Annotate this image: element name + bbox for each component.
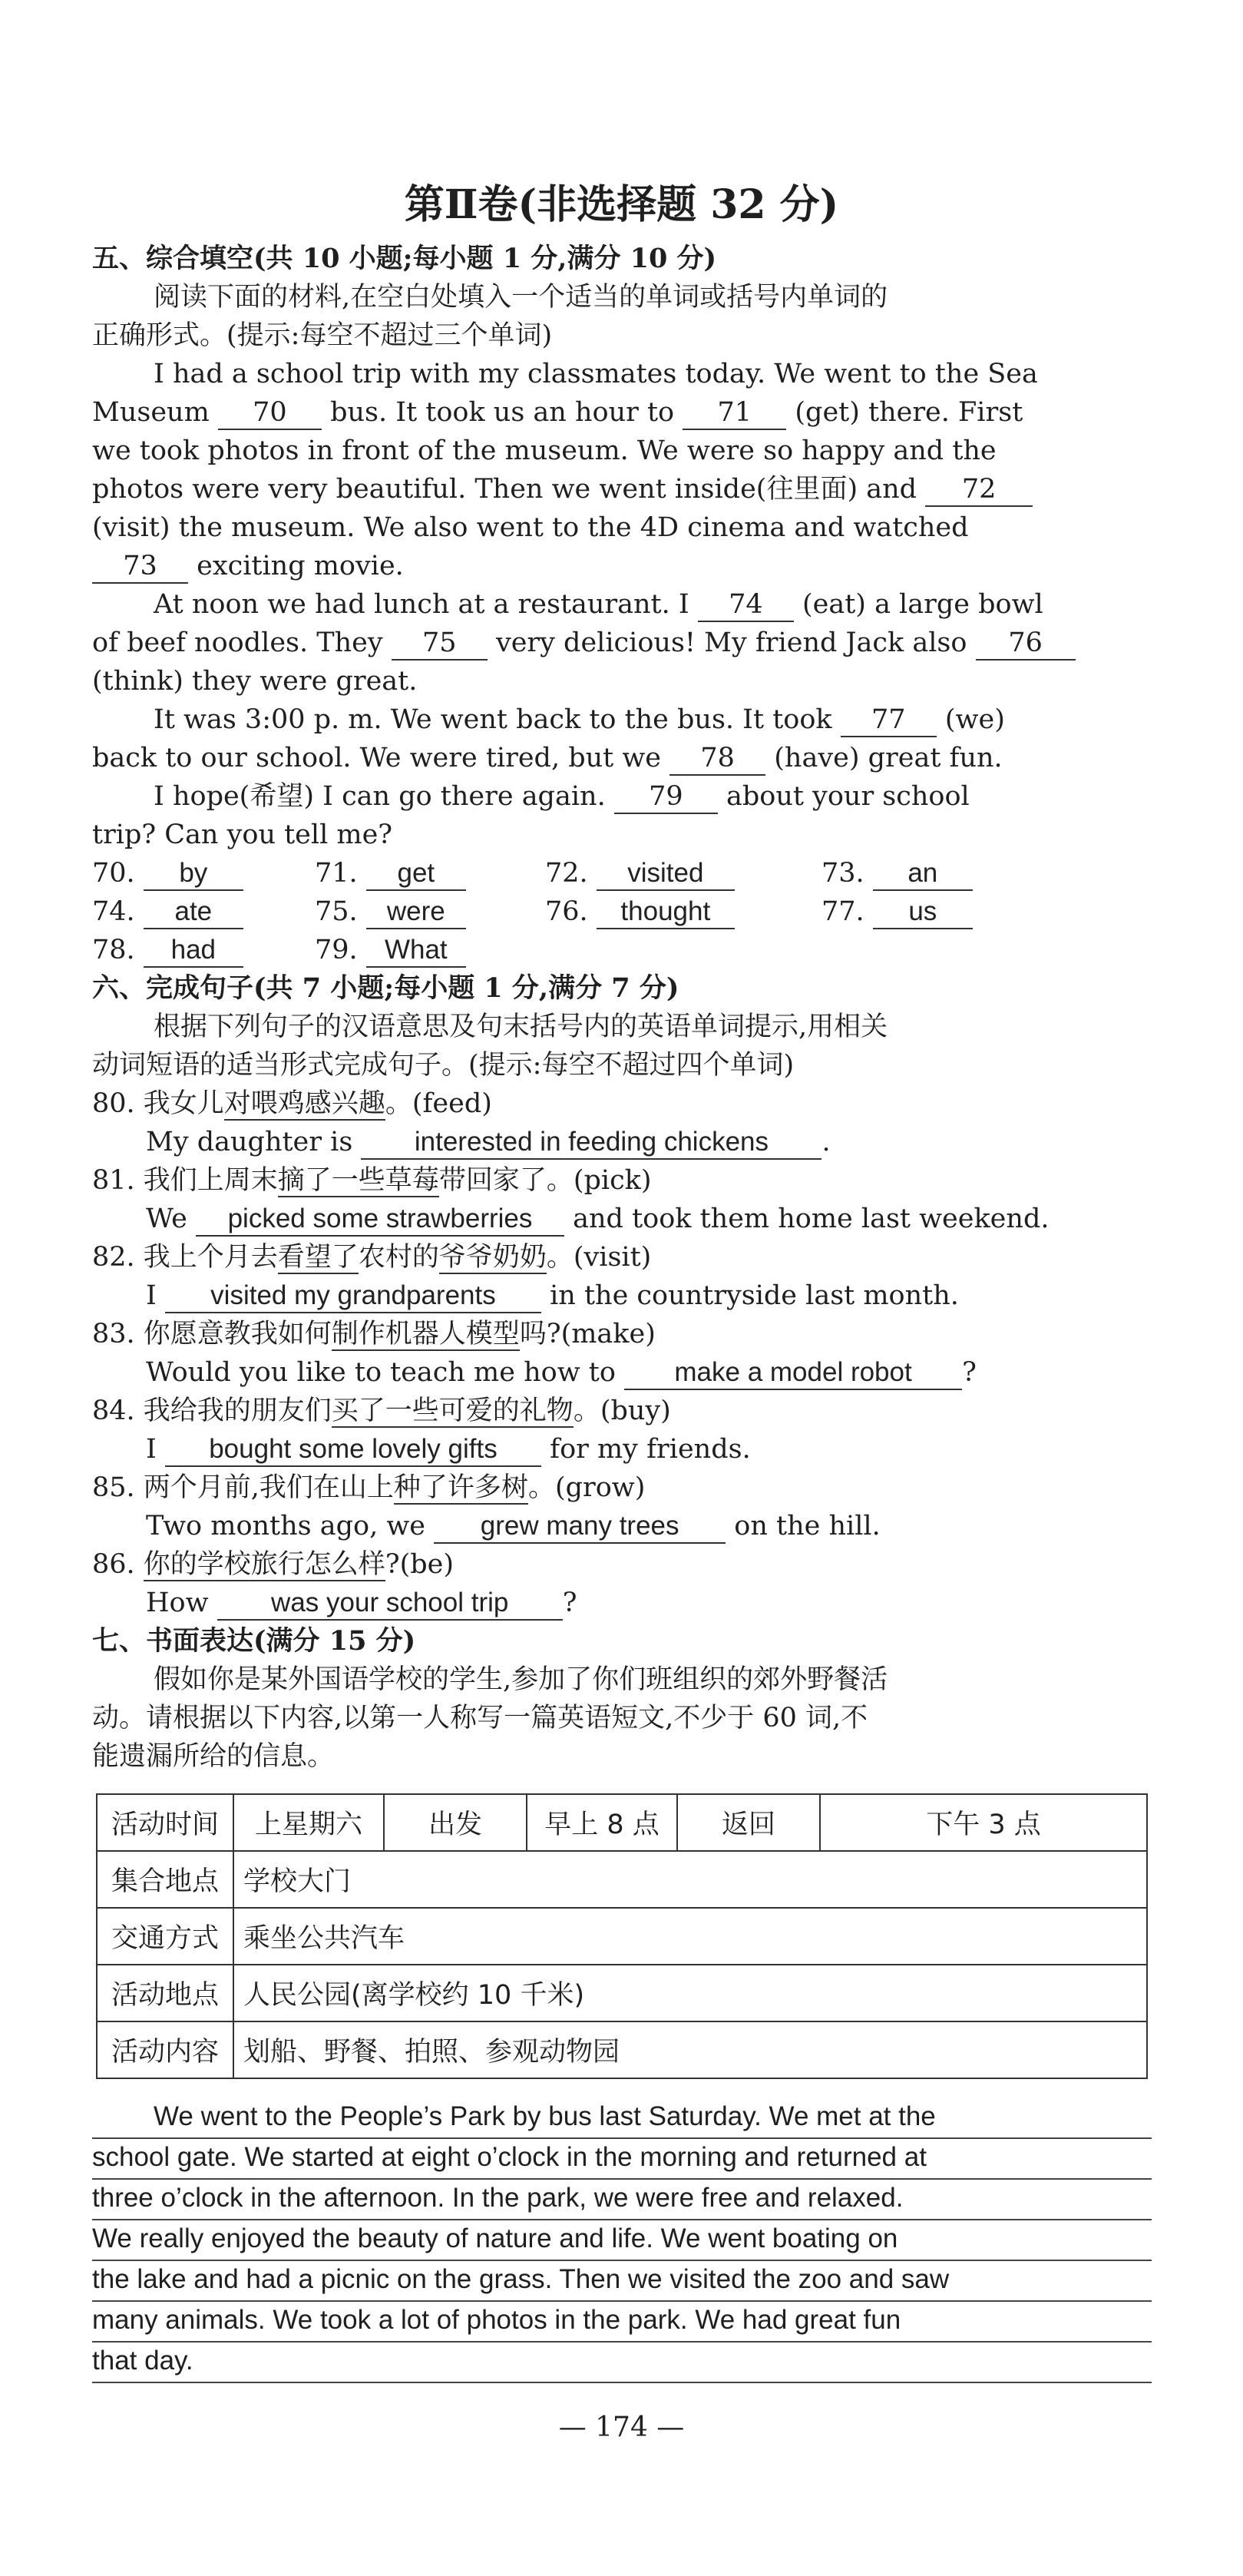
passage-line: At noon we had lunch at a restaurant. I 74 (eat) a large bowl — [154, 585, 1152, 624]
table-cell: 下午 3 点 — [820, 1794, 1147, 1851]
question-82-sentence: I visited my grandparents in the countryside last month. — [146, 1276, 1152, 1315]
activity-info-table — [96, 1793, 1148, 2079]
answer-73: an — [873, 857, 973, 891]
passage-line: photos were very beautiful. Then we went inside(往里面) and 72 — [92, 470, 1152, 508]
answer-row: 70. by 71. get 72. visited 73. an — [92, 854, 1152, 892]
passage-line: back to our school. We were tired, but we 78 (have) great fun. — [92, 739, 1152, 777]
answer-70: by — [144, 857, 243, 891]
passage-line: of beef noodles. They 75 very delicious! My friend Jack also 76 — [92, 624, 1152, 662]
answer-83: make a model robot — [624, 1356, 962, 1390]
answer-grid — [92, 854, 1152, 969]
question-80-sentence: My daughter is interested in feeding chickens . — [146, 1123, 1152, 1161]
essay-line: school gate. We started at eight o’clock in the morning and returned at — [92, 2139, 1152, 2180]
table-cell: 上星期六 — [233, 1794, 384, 1851]
essay-line: three o’clock in the afternoon. In the park, we were free and relaxed. — [92, 2180, 1152, 2220]
table-row — [97, 1851, 1147, 1908]
answer-85: grew many trees — [434, 1510, 726, 1544]
table-cell: 早上 8 点 — [527, 1794, 677, 1851]
answer-80: interested in feeding chickens — [361, 1126, 822, 1160]
blank-70: 70 — [218, 396, 322, 430]
answer-row: 78. had 79. What — [92, 931, 1152, 969]
question-83-prompt: 83. 你愿意教我如何制作机器人模型吗?(make) — [92, 1319, 656, 1349]
page-title: 第Ⅱ卷(非选择题 32 分) — [404, 181, 839, 228]
passage-line: It was 3:00 p. m. We went back to the bus. It took 77 (we) — [154, 700, 1152, 739]
answer-75: were — [366, 896, 466, 929]
question-81-prompt: 81. 我们上周末摘了一些草莓带回家了。(pick) — [92, 1165, 652, 1196]
question-86-sentence: How was your school trip ? — [146, 1584, 1152, 1622]
section6-instruction-cont: 动词短语的适当形式完成句子。(提示:每空不超过四个单词) — [92, 1050, 795, 1081]
passage-line: trip? Can you tell me? — [92, 819, 393, 850]
answer-76: thought — [597, 896, 735, 929]
section7-instruction-cont: 动。请根据以下内容,以第一人称写一篇英语短文,不少于 60 词,不 — [92, 1703, 868, 1733]
answer-72: visited — [597, 857, 735, 891]
passage-line: 73 exciting movie. — [92, 547, 1152, 585]
answer-79: What — [366, 934, 466, 968]
table-cell: 活动内容 — [97, 2021, 233, 2078]
passage-line: (think) they were great. — [92, 666, 418, 697]
table-cell: 活动时间 — [97, 1794, 233, 1851]
section5-instruction: 阅读下面的材料,在空白处填入一个适当的单词或括号内单词的 — [154, 282, 888, 313]
answer-77: us — [873, 896, 973, 929]
answer-row: 74. ate 75. were 76. thought 77. us — [92, 892, 1152, 931]
blank-75: 75 — [392, 627, 488, 661]
passage-line: I had a school trip with my classmates today. We went to the Sea — [154, 359, 1038, 389]
essay-line: We really enjoyed the beauty of nature and life. We went boating on — [92, 2220, 1152, 2261]
page-number: — 174 — — [558, 2412, 685, 2443]
table-cell: 活动地点 — [97, 1965, 233, 2021]
table-cell: 人民公园(离学校约 10 千米) — [233, 1965, 1147, 2021]
section7-instruction: 假如你是某外国语学校的学生,参加了你们班组织的郊外野餐活 — [154, 1664, 888, 1695]
answer-84: bought some lovely gifts — [165, 1433, 541, 1467]
table-row — [97, 2021, 1147, 2078]
table-cell: 学校大门 — [233, 1851, 1147, 1908]
answer-82: visited my grandparents — [165, 1280, 541, 1313]
blank-79: 79 — [614, 780, 718, 814]
question-82-prompt: 82. 我上个月去看望了农村的爷爷奶奶。(visit) — [92, 1242, 652, 1273]
answer-78: had — [144, 934, 243, 968]
blank-76: 76 — [976, 627, 1076, 661]
section6-instruction: 根据下列句子的汉语意思及句末括号内的英语单词提示,用相关 — [154, 1012, 888, 1042]
section5-instruction-cont: 正确形式。(提示:每空不超过三个单词) — [92, 320, 553, 351]
answer-71: get — [366, 857, 466, 891]
section5-heading: 五、综合填空(共 10 小题;每小题 1 分,满分 10 分) — [92, 243, 717, 274]
section6-heading: 六、完成句子(共 7 小题;每小题 1 分,满分 7 分) — [92, 972, 679, 1004]
essay-line: the lake and had a picnic on the grass. Then we visited the zoo and saw — [92, 2261, 1152, 2302]
blank-73: 73 — [92, 550, 188, 584]
answer-74: ate — [144, 896, 243, 929]
blank-74: 74 — [698, 588, 794, 622]
answer-81: picked some strawberries — [196, 1203, 564, 1237]
table-cell: 返回 — [677, 1794, 820, 1851]
essay-answer — [92, 2098, 1152, 2383]
question-86-prompt: 86. 你的学校旅行怎么样?(be) — [92, 1549, 455, 1580]
question-84-prompt: 84. 我给我的朋友们买了一些可爱的礼物。(buy) — [92, 1396, 671, 1426]
question-81-sentence: We picked some strawberries and took them home last weekend. — [146, 1200, 1152, 1238]
passage-line: Museum 70 bus. It took us an hour to 71 (get) there. First — [92, 393, 1152, 432]
question-85-sentence: Two months ago, we grew many trees on the hill. — [146, 1507, 1152, 1545]
question-84-sentence: I bought some lovely gifts for my friends. — [146, 1430, 1152, 1468]
question-85-prompt: 85. 两个月前,我们在山上种了许多树。(grow) — [92, 1472, 646, 1503]
answer-86: was your school trip — [217, 1587, 563, 1621]
essay-line: We went to the People’s Park by bus last Saturday. We met at the — [92, 2098, 1152, 2139]
table-cell: 划船、野餐、拍照、参观动物园 — [233, 2021, 1147, 2078]
essay-line: that day. — [92, 2343, 1152, 2383]
table-cell: 交通方式 — [97, 1908, 233, 1965]
blank-72: 72 — [925, 473, 1033, 507]
table-cell: 集合地点 — [97, 1851, 233, 1908]
passage-line: (visit) the museum. We also went to the 4D cinema and watched — [92, 512, 969, 543]
passage-line: we took photos in front of the museum. We were so happy and the — [92, 435, 997, 466]
question-83-sentence: Would you like to teach me how to make a model robot ? — [146, 1353, 1152, 1392]
section7-heading: 七、书面表达(满分 15 分) — [92, 1625, 416, 1657]
table-row — [97, 1965, 1147, 2021]
table-row — [97, 1794, 1147, 1851]
question-80-prompt: 80. 我女儿对喂鸡感兴趣。(feed) — [92, 1088, 492, 1119]
passage-line: I hope(希望) I can go there again. 79 about your school — [154, 777, 1152, 816]
blank-77: 77 — [841, 704, 937, 737]
essay-line: many animals. We took a lot of photos in the park. We had great fun — [92, 2302, 1152, 2343]
table-cell: 出发 — [384, 1794, 527, 1851]
table-row — [97, 1908, 1147, 1965]
section7-instruction-cont: 能遗漏所给的信息。 — [92, 1741, 335, 1772]
blank-71: 71 — [683, 396, 786, 430]
table-cell: 乘坐公共汽车 — [233, 1908, 1147, 1965]
blank-78: 78 — [669, 742, 765, 776]
